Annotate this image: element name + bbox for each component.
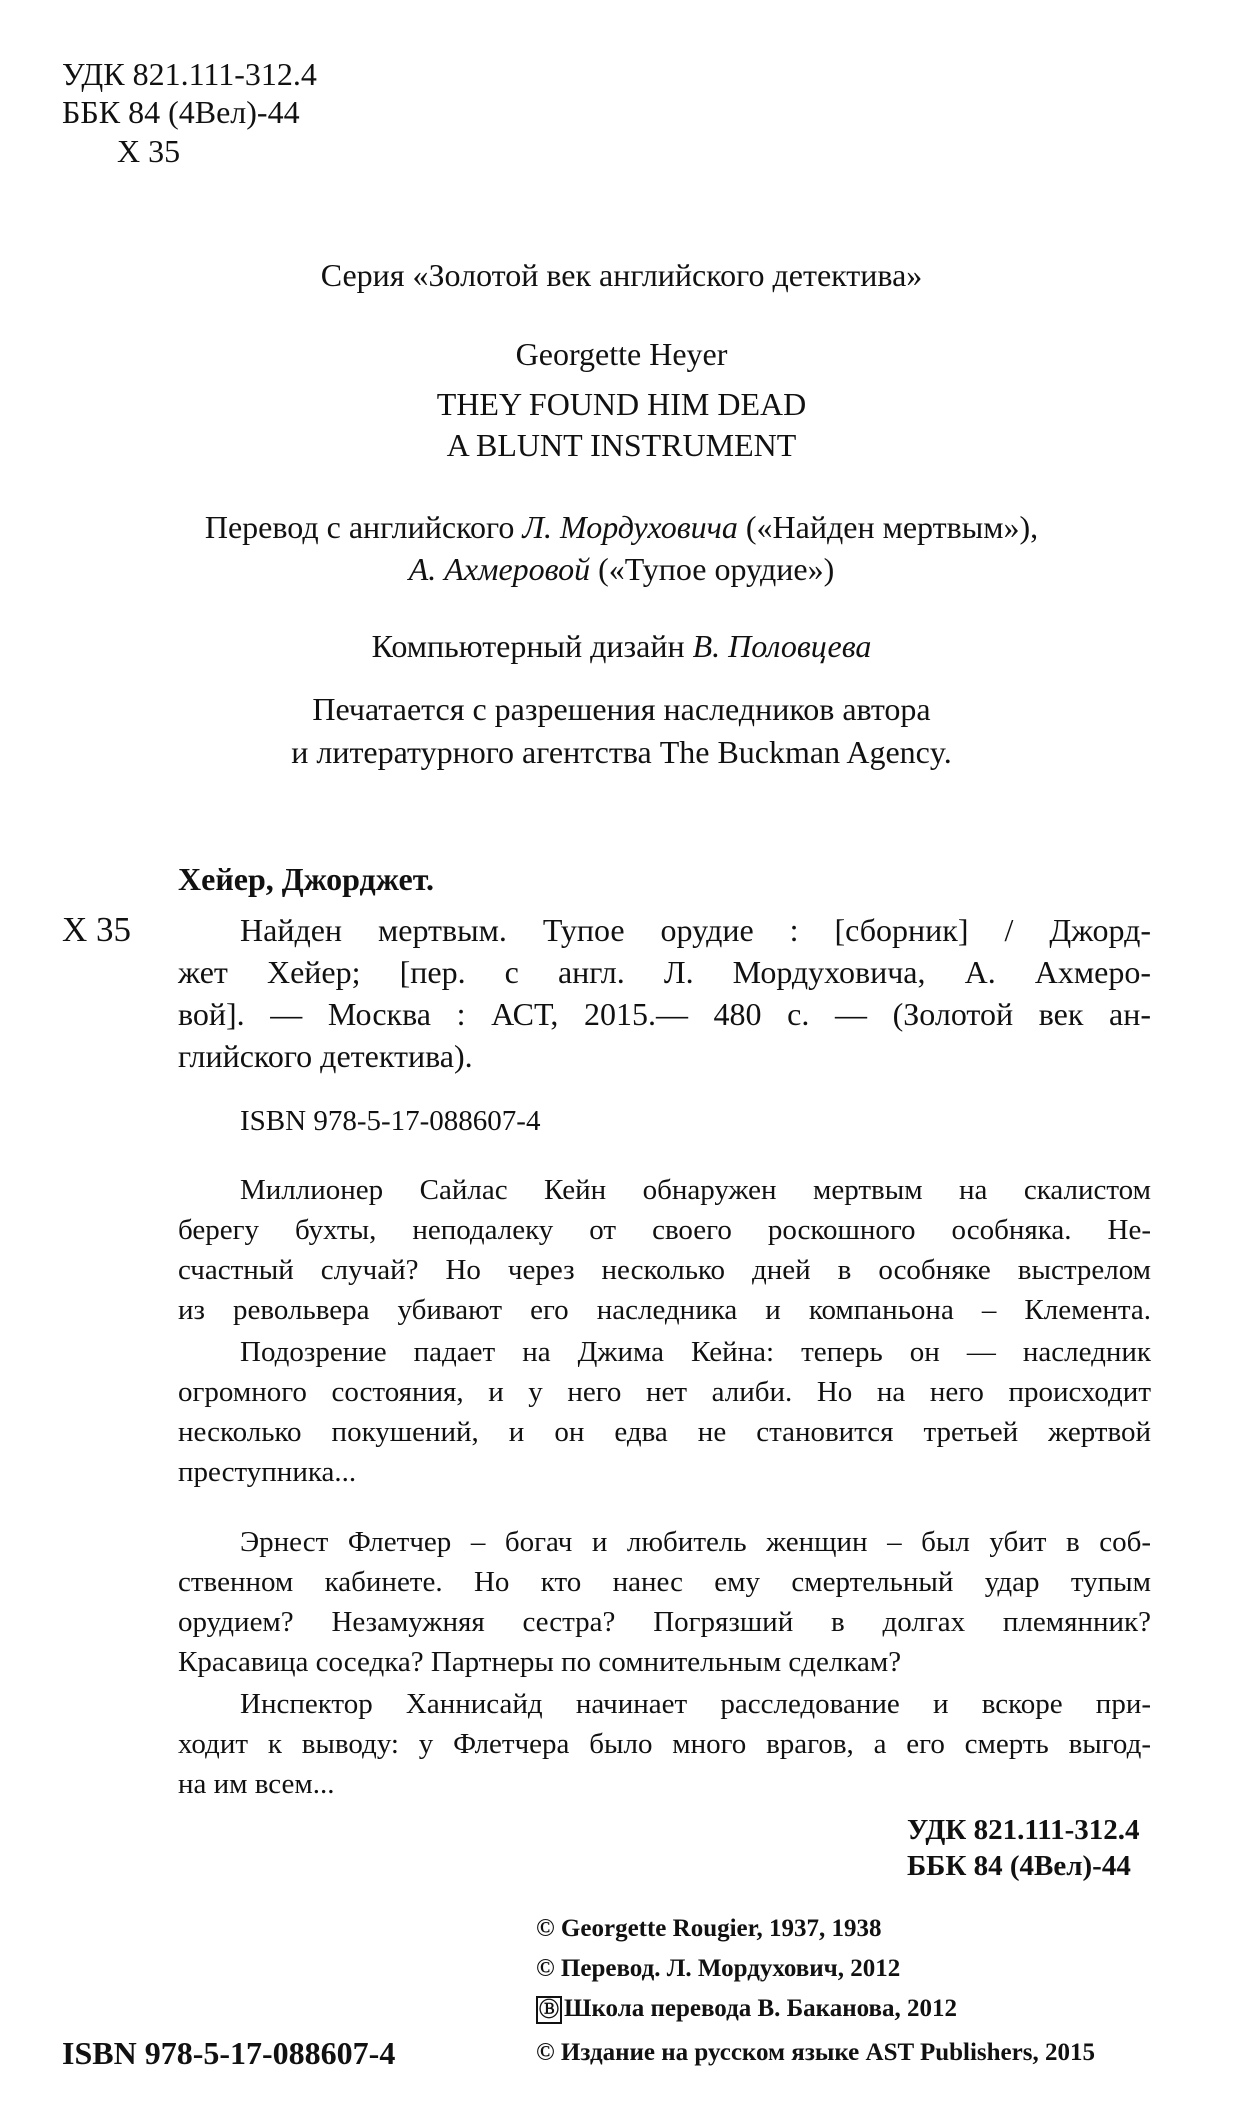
annotation1-p2-line4: преступника... [178,1456,357,1488]
copyright-2: © Перевод. Л. Мордухович, 2012 [536,1955,901,1982]
annotation2-p2-line1: Инспектор Ханнисайд начинает расследование и вскоре при- [240,1688,1151,1720]
catalog-line-2: жет Хейер; [пер. с англ. Л. Мордуховича, А. Ахмеро- [178,954,1151,990]
annotation2-p2-line3: на им всем... [178,1768,335,1800]
annotation1-p1-line1: Миллионер Сайлас Кейн обнаружен мертвым на скалистом [240,1174,1151,1206]
translator-1: Л. Мордуховича [522,509,738,545]
isbn-bottom: ISBN 978-5-17-088607-4 [62,2035,396,2071]
catalog-line-4: глийского детектива). [178,1038,473,1074]
original-title-2: A BLUNT INSTRUMENT [446,427,797,463]
catalog-heading: Хейер, Джорджет. [178,861,435,897]
annotation1-p2-line2: огромного состояния, и у него нет алиби. Но на него происходит [178,1376,1151,1408]
bbk-top: ББК 84 (4Вел)-44 [62,94,300,130]
series-line: Серия «Золотой век английского детектива» [320,257,923,293]
author-mark-top: Х 35 [117,133,181,169]
translation-line-2 [0,552,1243,587]
designer-name: В. Половцева [692,628,872,664]
catalog-line-3: вой]. — Москва : АСТ, 2015.— 480 с. — (Золотой век ан- [178,996,1151,1032]
translation-prefix: Перевод с английского [204,509,523,545]
copyright-3-text: Школа перевода В. Баканова, 2012 [564,1995,957,2022]
udk-bottom: УДК 821.111-312.4 [907,1814,1140,1846]
annotation2-p1-line4: Красавица соседка? Партнеры по сомнительным сделкам? [178,1646,902,1678]
publisher-sign-icon: Ⓑ [536,1996,562,2024]
permission-line-2: и литературного агентства The Buckman Agency. [291,734,952,770]
translation-line-1 [0,510,1243,545]
annotation2-p1-line3: орудием? Незамужняя сестра? Погрязший в долгах племянник? [178,1606,1151,1638]
catalog-isbn: ISBN 978-5-17-088607-4 [240,1105,541,1137]
translator-2: А. Ахмеровой [408,551,591,587]
annotation1-p2-line3: несколько покушений, и он едва не становится третьей жертвой [178,1416,1151,1448]
translation-suffix-2: («Тупое орудие») [590,551,835,587]
udk-top: УДК 821.111-312.4 [62,56,317,92]
translation-suffix-1: («Найден мертвым»), [737,509,1039,545]
design-credit [0,629,1243,664]
original-author: Georgette Heyer [515,336,728,372]
annotation2-p1-line1: Эрнест Флетчер – богач и любитель женщин – был убит в соб- [240,1526,1151,1558]
copyright-1: © Georgette Rougier, 1937, 1938 [536,1915,882,1942]
copyright-4: © Издание на русском языке AST Publishers, 2015 [536,2039,1095,2066]
copyright-3 [536,1992,957,2025]
annotation1-p1-line2: берегу бухты, неподалеку от своего роскошного особняка. Не- [178,1214,1151,1246]
catalog-line-1: Найден мертвым. Тупое орудие : [сборник] / Джорд- [240,912,1151,948]
annotation1-p2-line1: Подозрение падает на Джима Кейна: теперь он — наследник [240,1336,1151,1368]
annotation1-p1-line3: счастный случай? Но через несколько дней в особняке выстрелом [178,1254,1151,1286]
annotation1-p1-line4: из револьвера убивают его наследника и компаньона – Клемента. [178,1294,1151,1326]
design-prefix: Компьютерный дизайн [371,628,693,664]
original-title-1: THEY FOUND HIM DEAD [436,386,807,422]
annotation2-p1-line2: ственном кабинете. Но кто нанес ему смертельный удар тупым [178,1566,1151,1598]
bbk-bottom: ББК 84 (4Вел)-44 [907,1850,1131,1882]
permission-line-1: Печатается с разрешения наследников автора [312,691,931,727]
catalog-mark: Х 35 [62,910,132,949]
annotation2-p2-line2: ходит к выводу: у Флетчера было много врагов, а его смерть выгод- [178,1728,1151,1760]
